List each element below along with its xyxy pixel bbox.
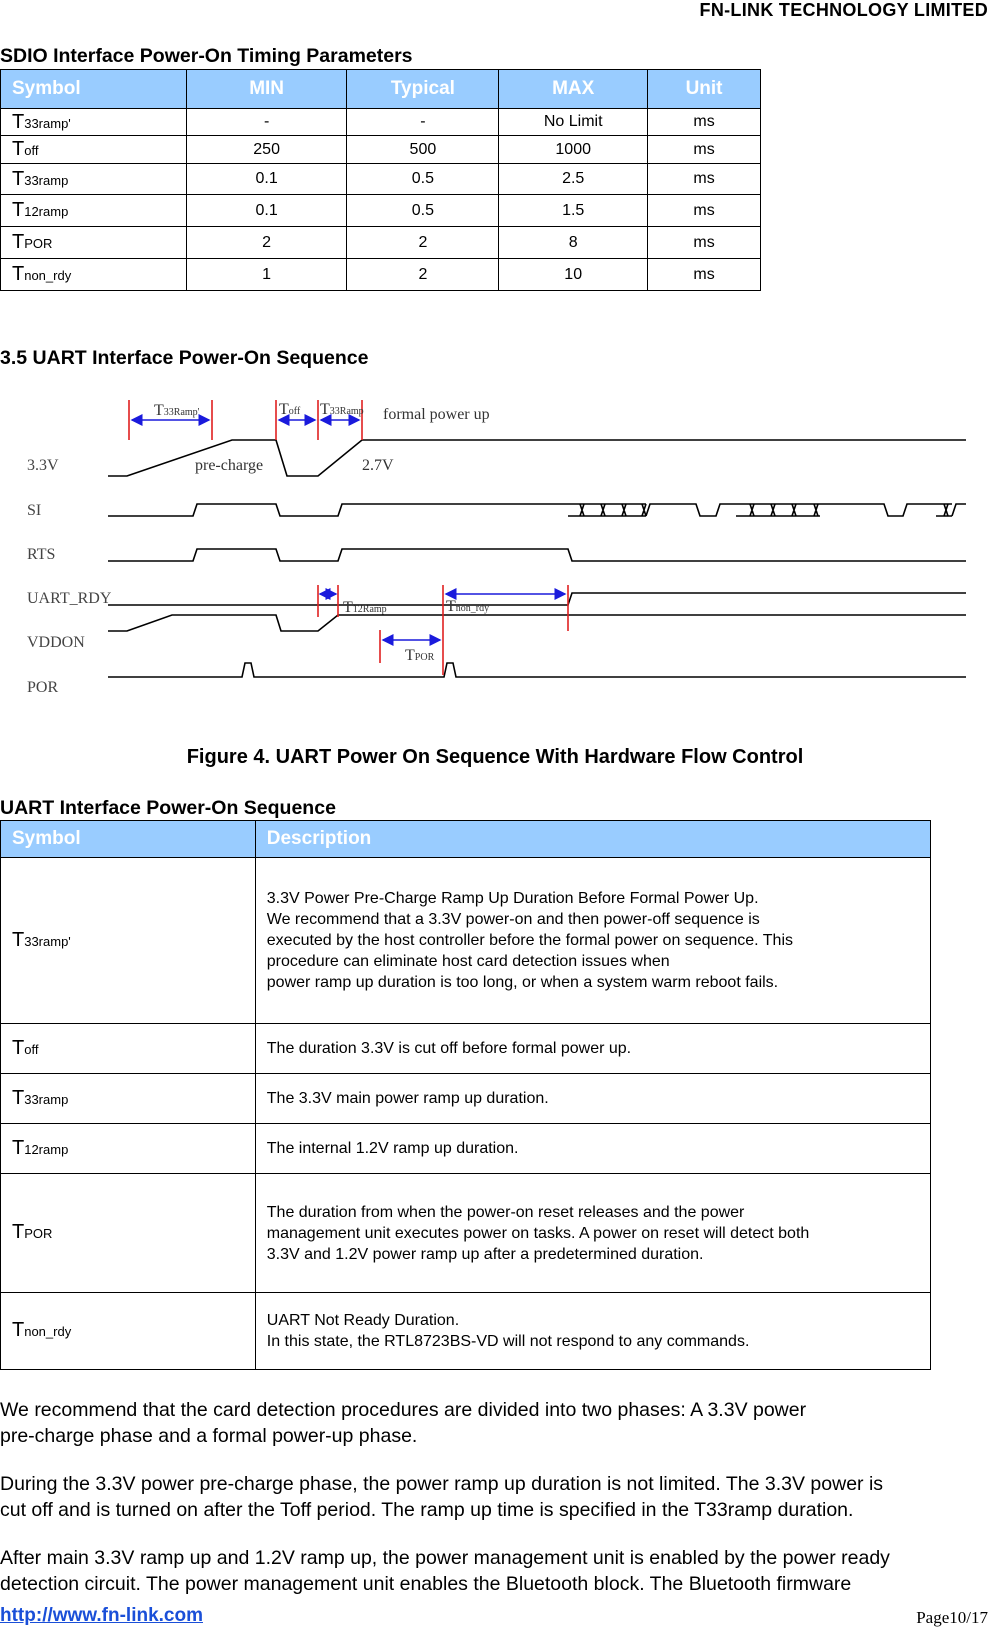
uart-sequence-table [0, 820, 931, 1370]
table-header-row [1, 821, 931, 858]
column-header: Description [255, 821, 930, 858]
description-line: The 3.3V main power ramp up duration. [266, 1090, 549, 1107]
description-line: The duration 3.3V is cut off before formal power up. [266, 1040, 632, 1057]
typical-cell: 2 [347, 259, 499, 291]
paragraph-line: After main 3.3V ramp up and 1.2V ramp up, the power management unit is enabled by the power ready [0, 1547, 890, 1569]
description-cell [255, 1024, 930, 1074]
waveform-vddon [108, 615, 966, 631]
max-cell: 10 [499, 259, 648, 291]
description-cell [255, 858, 930, 1024]
description-line: The internal 1.2V ramp up duration. [266, 1140, 519, 1157]
description-line: executed by the host controller before the formal power on sequence. This [266, 932, 793, 949]
label-subscript: 12Ramp [352, 604, 387, 615]
symbol-subscript: non_rdy [24, 268, 72, 283]
symbol-cell [1, 1074, 256, 1124]
symbol-base: T [12, 1221, 25, 1243]
symbol-base: T [12, 138, 25, 160]
description-line: 3.3V and 1.2V power ramp up after a predetermined duration. [266, 1245, 704, 1263]
unit-cell: ms [648, 227, 761, 259]
column-header: MIN [186, 70, 347, 109]
label-t33ramp-prime [154, 402, 200, 419]
min-cell: 0.1 [186, 164, 347, 195]
uart-timing-diagram [0, 395, 990, 715]
paragraph-line: pre-charge phase and a formal power-up phase. [0, 1425, 418, 1447]
symbol-subscript: 33ramp [24, 172, 69, 188]
table-row [1, 1174, 931, 1293]
symbol-base: T [12, 1136, 25, 1159]
typical-cell: 0.5 [347, 195, 499, 227]
waveform-rts [108, 549, 966, 561]
symbol-cell [1, 195, 187, 227]
description-cell [255, 1293, 930, 1370]
min-cell: 1 [186, 259, 347, 291]
table-row [1, 259, 761, 291]
symbol-cell [1, 1024, 256, 1074]
min-cell: - [186, 109, 347, 136]
waveform-por [108, 663, 966, 677]
column-header: Unit [648, 70, 761, 109]
symbol-base: T [12, 110, 25, 133]
symbol-subscript: 12ramp [24, 1141, 69, 1157]
typical-cell: - [347, 109, 499, 136]
symbol-base: T [12, 231, 25, 253]
max-cell: 1000 [499, 136, 648, 164]
symbol-base: T [12, 199, 25, 221]
description-cell [255, 1124, 930, 1174]
symbol-base: T [12, 167, 25, 190]
label-subscript: POR [414, 652, 435, 663]
waveform-si [108, 504, 568, 516]
label-pre-charge: pre-charge [195, 457, 264, 474]
symbol-cell [1, 227, 187, 259]
table-row [1, 1024, 931, 1074]
sdio-timing-table [0, 69, 761, 291]
symbol-subscript: POR [24, 236, 53, 251]
symbol-base: T [12, 928, 25, 951]
symbol-subscript: 33ramp' [24, 933, 71, 949]
paragraph-line: detection circuit. The power management unit enables the Bluetooth block. The Bluetooth firmware [0, 1573, 852, 1595]
paragraph [0, 1545, 990, 1597]
paragraph-line: cut off and is turned on after the Toff period. The ramp up time is specified in the T33ramp duration. [0, 1499, 854, 1521]
label-t12ramp [343, 599, 387, 616]
table-row [1, 1074, 931, 1124]
label-2-7v: 2.7V [362, 457, 394, 474]
label-base: T [405, 647, 415, 664]
unit-cell: ms [648, 164, 761, 195]
symbol-cell [1, 1174, 256, 1293]
signal-label-si: SI [27, 502, 42, 519]
paragraph [0, 1471, 990, 1523]
label-base: T [279, 401, 289, 418]
column-header: MAX [499, 70, 648, 109]
waveform-si-data [568, 504, 966, 516]
table-header-row [1, 70, 761, 109]
signal-label-uart-rdy: UART_RDY [27, 590, 112, 607]
table-row [1, 109, 761, 136]
description-line: We recommend that a 3.3V power-on and then power-off sequence is [266, 911, 760, 928]
table-row [1, 136, 761, 164]
description-line: management unit executes power on tasks. A power on reset will detect both [266, 1224, 810, 1242]
symbol-cell [1, 1124, 256, 1174]
label-tnonrdy [446, 598, 489, 615]
paragraph [0, 1397, 990, 1449]
min-cell: 250 [186, 136, 347, 164]
description-line: UART Not Ready Duration. [266, 1312, 460, 1329]
min-cell: 0.1 [186, 195, 347, 227]
signal-label-3v3: 3.3V [27, 457, 59, 474]
paragraph-line: We recommend that the card detection procedures are divided into two phases: A 3.3V power [0, 1399, 807, 1421]
signal-label-rts: RTS [27, 546, 56, 563]
label-subscript: 33Ramp' [163, 407, 200, 418]
description-line: procedure can eliminate host card detection issues when [266, 953, 670, 970]
max-cell: 8 [499, 227, 648, 259]
typical-cell: 0.5 [347, 164, 499, 195]
label-subscript: off [288, 406, 301, 417]
symbol-subscript: 33ramp [24, 1091, 69, 1107]
symbol-subscript: 33ramp' [24, 115, 71, 131]
waveform-uart-rdy [108, 593, 966, 605]
table-row [1, 164, 761, 195]
label-base: T [446, 598, 456, 615]
symbol-cell [1, 164, 187, 195]
sdio-table-title: SDIO Interface Power-On Timing Parameters [0, 45, 413, 67]
table-row [1, 858, 931, 1024]
uart-table-title: UART Interface Power-On Sequence [0, 797, 336, 819]
symbol-cell [1, 109, 187, 136]
signal-label-vddon: VDDON [27, 634, 85, 651]
label-tpor [405, 647, 435, 664]
table-row [1, 195, 761, 227]
min-cell: 2 [186, 227, 347, 259]
symbol-base: T [12, 1086, 25, 1109]
description-cell [255, 1174, 930, 1293]
paragraph-line: During the 3.3V power pre-charge phase, the power ramp up duration is not limited. The 3.3V power is [0, 1473, 884, 1495]
column-header: Symbol [1, 821, 256, 858]
website-link[interactable]: http://www.fn-link.com [0, 1605, 203, 1626]
symbol-base: T [12, 263, 25, 285]
symbol-subscript: off [24, 143, 39, 158]
description-line: The duration from when the power-on reset releases and the power [266, 1203, 745, 1221]
symbol-base: T [12, 1036, 25, 1059]
max-cell: 2.5 [499, 164, 648, 195]
description-cell [255, 1074, 930, 1124]
label-base: T [320, 401, 330, 418]
symbol-subscript: off [24, 1041, 39, 1057]
label-toff [279, 401, 301, 418]
symbol-cell [1, 858, 256, 1024]
unit-cell: ms [648, 195, 761, 227]
max-cell: No Limit [499, 109, 648, 136]
symbol-subscript: non_rdy [24, 1324, 72, 1339]
symbol-base: T [12, 1319, 25, 1341]
column-header: Typical [347, 70, 499, 109]
table-row [1, 1293, 931, 1370]
description-line: 3.3V Power Pre-Charge Ramp Up Duration Before Formal Power Up. [266, 890, 759, 907]
label-t33ramp [320, 401, 364, 418]
typical-cell: 500 [347, 136, 499, 164]
symbol-subscript: 12ramp [24, 204, 69, 219]
label-formal-power-up: formal power up [383, 406, 490, 423]
unit-cell: ms [648, 109, 761, 136]
company-name: FN-LINK TECHNOLOGY LIMITED [699, 0, 988, 20]
unit-cell: ms [648, 259, 761, 291]
figure-caption: Figure 4. UART Power On Sequence With Hardware Flow Control [186, 746, 804, 768]
label-subscript: non_rdy [455, 603, 490, 614]
table-row [1, 227, 761, 259]
label-subscript: 33Ramp [329, 406, 364, 417]
column-header: Symbol [1, 70, 187, 109]
section-heading: 3.5 UART Interface Power-On Sequence [0, 347, 369, 369]
symbol-cell [1, 1293, 256, 1370]
symbol-cell [1, 136, 187, 164]
label-base: T [154, 402, 164, 419]
unit-cell: ms [648, 136, 761, 164]
typical-cell: 2 [347, 227, 499, 259]
max-cell: 1.5 [499, 195, 648, 227]
label-base: T [343, 599, 353, 616]
symbol-cell [1, 259, 187, 291]
page-number: Page10/17 [916, 1608, 988, 1627]
description-line: In this state, the RTL8723BS-VD will not respond to any commands. [266, 1333, 750, 1350]
description-line: power ramp up duration is too long, or when a system warm reboot fails. [266, 974, 779, 991]
symbol-subscript: POR [24, 1226, 53, 1241]
table-row [1, 1124, 931, 1174]
signal-label-por: POR [27, 679, 59, 696]
